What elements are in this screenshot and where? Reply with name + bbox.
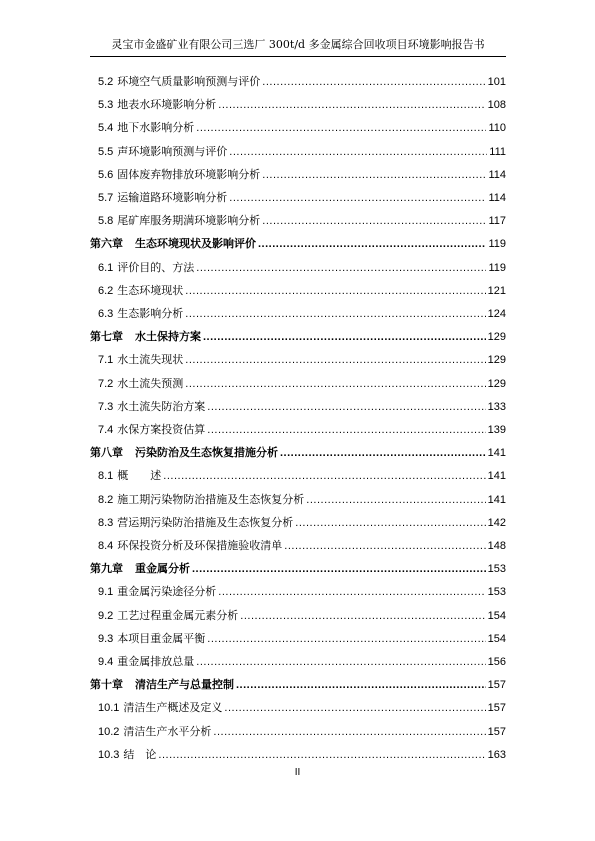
toc-entry-title: 水保方案投资估算 [117, 423, 206, 436]
toc-entry-page: 148 [487, 540, 506, 552]
toc-dot-leader [196, 262, 486, 274]
toc-entry-number: 第八章 [90, 446, 123, 460]
toc-dot-leader [262, 76, 485, 88]
toc-section-entry[interactable] [98, 282, 506, 298]
toc-section-entry[interactable] [98, 746, 506, 762]
toc-dot-leader [284, 540, 485, 552]
toc-entry-number: 5.6 [98, 168, 114, 181]
toc-entry-page: 142 [487, 516, 506, 529]
toc-section-entry[interactable] [98, 259, 506, 275]
toc-entry-page: 141 [487, 493, 506, 506]
toc-entry-page: 129 [487, 331, 506, 344]
toc-entry-title: 生态环境现状 [117, 283, 184, 297]
toc-section-entry[interactable] [98, 119, 506, 135]
toc-entry-page: 129 [487, 377, 506, 390]
toc-entry-title: 水土流失防治方案 [117, 399, 206, 413]
toc-entry-title: 清洁生产与总量控制 [135, 678, 234, 692]
toc-entry-page: 139 [487, 424, 506, 436]
toc-entry-page: 119 [488, 261, 506, 274]
toc-entry-number: 8.4 [98, 540, 114, 552]
toc-entry-page: 163 [487, 748, 506, 761]
toc-dot-leader [280, 447, 486, 459]
toc-entry-page: 108 [487, 99, 506, 112]
toc-entry-title: 尾矿库服务期满环境影响分析 [117, 214, 261, 228]
toc-section-entry[interactable] [98, 607, 506, 623]
toc-entry-page: 124 [487, 308, 506, 320]
running-header: 灵宝市金盛矿业有限公司三选厂 300t/d 多金属综合回收项目环境影响报告书 [90, 38, 506, 57]
toc-section-entry[interactable] [98, 189, 506, 205]
toc-dot-leader [213, 726, 485, 738]
toc-dot-leader [218, 99, 485, 111]
toc-entry-page: 133 [487, 400, 506, 413]
toc-entry-title: 环保投资分析及环保措施验收清单 [117, 539, 283, 552]
toc-entry-number: 第十章 [90, 678, 123, 692]
toc-section-entry[interactable] [98, 351, 506, 367]
toc-dot-leader [229, 192, 486, 204]
toc-section-entry[interactable] [98, 699, 506, 715]
toc-entry-title: 污染防治及生态恢复措施分析 [135, 446, 278, 460]
page-number: II [294, 767, 301, 778]
toc-entry-number: 5.8 [98, 215, 114, 228]
toc-entry-page: 154 [487, 632, 506, 645]
toc-entry-title: 固体废弃物排放环境影响分析 [117, 167, 261, 181]
toc-entry-number: 6.1 [98, 261, 114, 274]
toc-dot-leader [158, 749, 485, 761]
toc-entry-page: 141 [487, 447, 506, 460]
toc-entry-number: 6.2 [98, 284, 114, 297]
toc-entry-number: 7.4 [98, 424, 114, 436]
toc-entry-title: 声环境影响预测与评价 [117, 144, 228, 158]
toc-entry-page: 101 [487, 76, 506, 88]
toc-section-entry[interactable] [98, 653, 506, 669]
toc-dot-leader [185, 285, 485, 297]
toc-section-entry[interactable] [98, 375, 506, 391]
toc-dot-leader [196, 656, 485, 668]
toc-dot-leader [262, 215, 486, 227]
toc-entry-number: 8.3 [98, 516, 114, 529]
toc-entry-page: 114 [488, 168, 506, 181]
toc-entry-title: 地下水影响分析 [117, 121, 195, 135]
toc-chapter-entry[interactable] [90, 235, 506, 251]
toc-dot-leader [185, 354, 485, 366]
toc-entry-number: 9.3 [98, 632, 114, 645]
toc-entry-title: 概 述 [117, 469, 162, 483]
toc-dot-leader [207, 424, 485, 436]
toc-entry-title: 水土流失现状 [117, 353, 184, 367]
toc-dot-leader [262, 169, 486, 181]
toc-entry-title: 工艺过程重金属元素分析 [117, 608, 239, 622]
toc-entry-number: 第六章 [90, 237, 123, 251]
toc-entry-number: 5.5 [98, 145, 114, 158]
toc-entry-number: 9.4 [98, 656, 114, 668]
toc-entry-number: 第九章 [90, 562, 123, 576]
toc-entry-title: 水土流失预测 [117, 376, 184, 390]
toc-section-entry[interactable] [98, 537, 506, 553]
toc-entry-page: 157 [487, 702, 506, 715]
toc-entry-page: 111 [489, 145, 506, 158]
toc-section-entry[interactable] [98, 305, 506, 321]
toc-entry-page: 153 [487, 586, 506, 599]
toc-chapter-entry[interactable] [90, 444, 506, 460]
toc-entry-title: 重金属排放总量 [117, 655, 195, 668]
toc-dot-leader [185, 308, 485, 320]
toc-entry-number: 5.4 [98, 122, 114, 135]
toc-entry-number: 5.7 [98, 192, 114, 204]
toc-entry-title: 环境空气质量影响预测与评价 [117, 75, 261, 88]
toc-entry-number: 10.2 [98, 725, 120, 738]
toc-section-entry[interactable] [98, 421, 506, 437]
toc-entry-page: 156 [487, 656, 506, 668]
toc-entry-number: 9.2 [98, 609, 114, 622]
toc-dot-leader [192, 563, 486, 575]
toc-section-entry[interactable] [98, 96, 506, 112]
toc-entry-number: 第七章 [90, 330, 123, 344]
toc-section-entry[interactable] [98, 630, 506, 646]
toc-dot-leader [207, 633, 485, 645]
toc-entry-page: 121 [487, 284, 506, 297]
toc-entry-title: 重金属分析 [135, 562, 190, 576]
toc-dot-leader [236, 679, 486, 691]
toc-chapter-entry[interactable] [90, 560, 506, 576]
toc-entry-number: 10.1 [98, 702, 120, 715]
toc-entry-title: 水土保持方案 [135, 330, 201, 344]
toc-entry-title: 运输道路环境影响分析 [117, 191, 228, 204]
toc-dot-leader [229, 146, 487, 158]
toc-entry-number: 7.1 [98, 354, 114, 367]
toc-entry-number: 7.2 [98, 377, 114, 390]
toc-section-entry[interactable] [98, 514, 506, 530]
toc-dot-leader [163, 470, 485, 482]
toc-section-entry[interactable] [98, 723, 506, 739]
toc-entry-number: 5.3 [98, 99, 114, 112]
toc-entry-page: 157 [487, 679, 506, 692]
toc-entry-page: 141 [487, 470, 506, 483]
toc-entry-title: 生态环境现状及影响评价 [135, 237, 256, 251]
toc-entry-number: 5.2 [98, 76, 114, 88]
toc-dot-leader [196, 122, 486, 134]
toc-entry-number: 8.1 [98, 470, 114, 483]
toc-entry-page: 129 [487, 354, 506, 367]
toc-entry-title: 施工期污染物防治措施及生态恢复分析 [117, 492, 305, 506]
toc-dot-leader [185, 378, 485, 390]
toc-section-entry[interactable] [98, 583, 506, 599]
toc-dot-leader [224, 702, 485, 714]
toc-entry-page: 157 [487, 725, 506, 738]
toc-chapter-entry[interactable] [90, 676, 506, 692]
toc-entry-title: 结 论 [123, 747, 157, 761]
toc-entry-title: 评价目的、方法 [117, 260, 195, 274]
toc-entry-page: 117 [488, 215, 506, 228]
toc-dot-leader [240, 610, 485, 622]
toc-dot-leader [203, 331, 486, 343]
toc-section-entry[interactable] [98, 467, 506, 483]
toc-section-entry[interactable] [98, 73, 506, 89]
toc-section-entry[interactable] [98, 212, 506, 228]
toc-entry-title: 地表水环境影响分析 [117, 98, 217, 112]
toc-entry-page: 154 [487, 609, 506, 622]
toc-dot-leader [295, 517, 485, 529]
toc-section-entry[interactable] [98, 398, 506, 414]
toc-entry-number: 6.3 [98, 308, 114, 320]
toc-entry-title: 营运期污染防治措施及生态恢复分析 [117, 515, 294, 529]
toc-dot-leader [258, 238, 486, 250]
toc-section-entry[interactable] [98, 143, 506, 159]
toc-entry-title: 生态影响分析 [117, 307, 184, 320]
toc-entry-title: 本项目重金属平衡 [117, 631, 206, 645]
toc-dot-leader [306, 494, 485, 506]
toc-section-entry[interactable] [98, 491, 506, 507]
toc-entry-number: 9.1 [98, 586, 114, 599]
toc-entry-page: 114 [488, 192, 506, 204]
toc-entry-title: 重金属污染途径分析 [117, 585, 217, 599]
toc-entry-number: 7.3 [98, 400, 114, 413]
toc-section-entry[interactable] [98, 166, 506, 182]
toc-entry-page: 153 [487, 563, 506, 576]
toc-entry-title: 清洁生产水平分析 [123, 724, 212, 738]
toc-entry-title: 清洁生产概述及定义 [123, 701, 223, 715]
toc-entry-number: 8.2 [98, 493, 114, 506]
toc-dot-leader [207, 401, 485, 413]
toc-entry-page: 110 [488, 122, 506, 135]
toc-entry-page: 119 [488, 238, 506, 251]
toc-entry-number: 10.3 [98, 748, 120, 761]
toc-dot-leader [218, 586, 485, 598]
toc-chapter-entry[interactable] [90, 328, 506, 344]
